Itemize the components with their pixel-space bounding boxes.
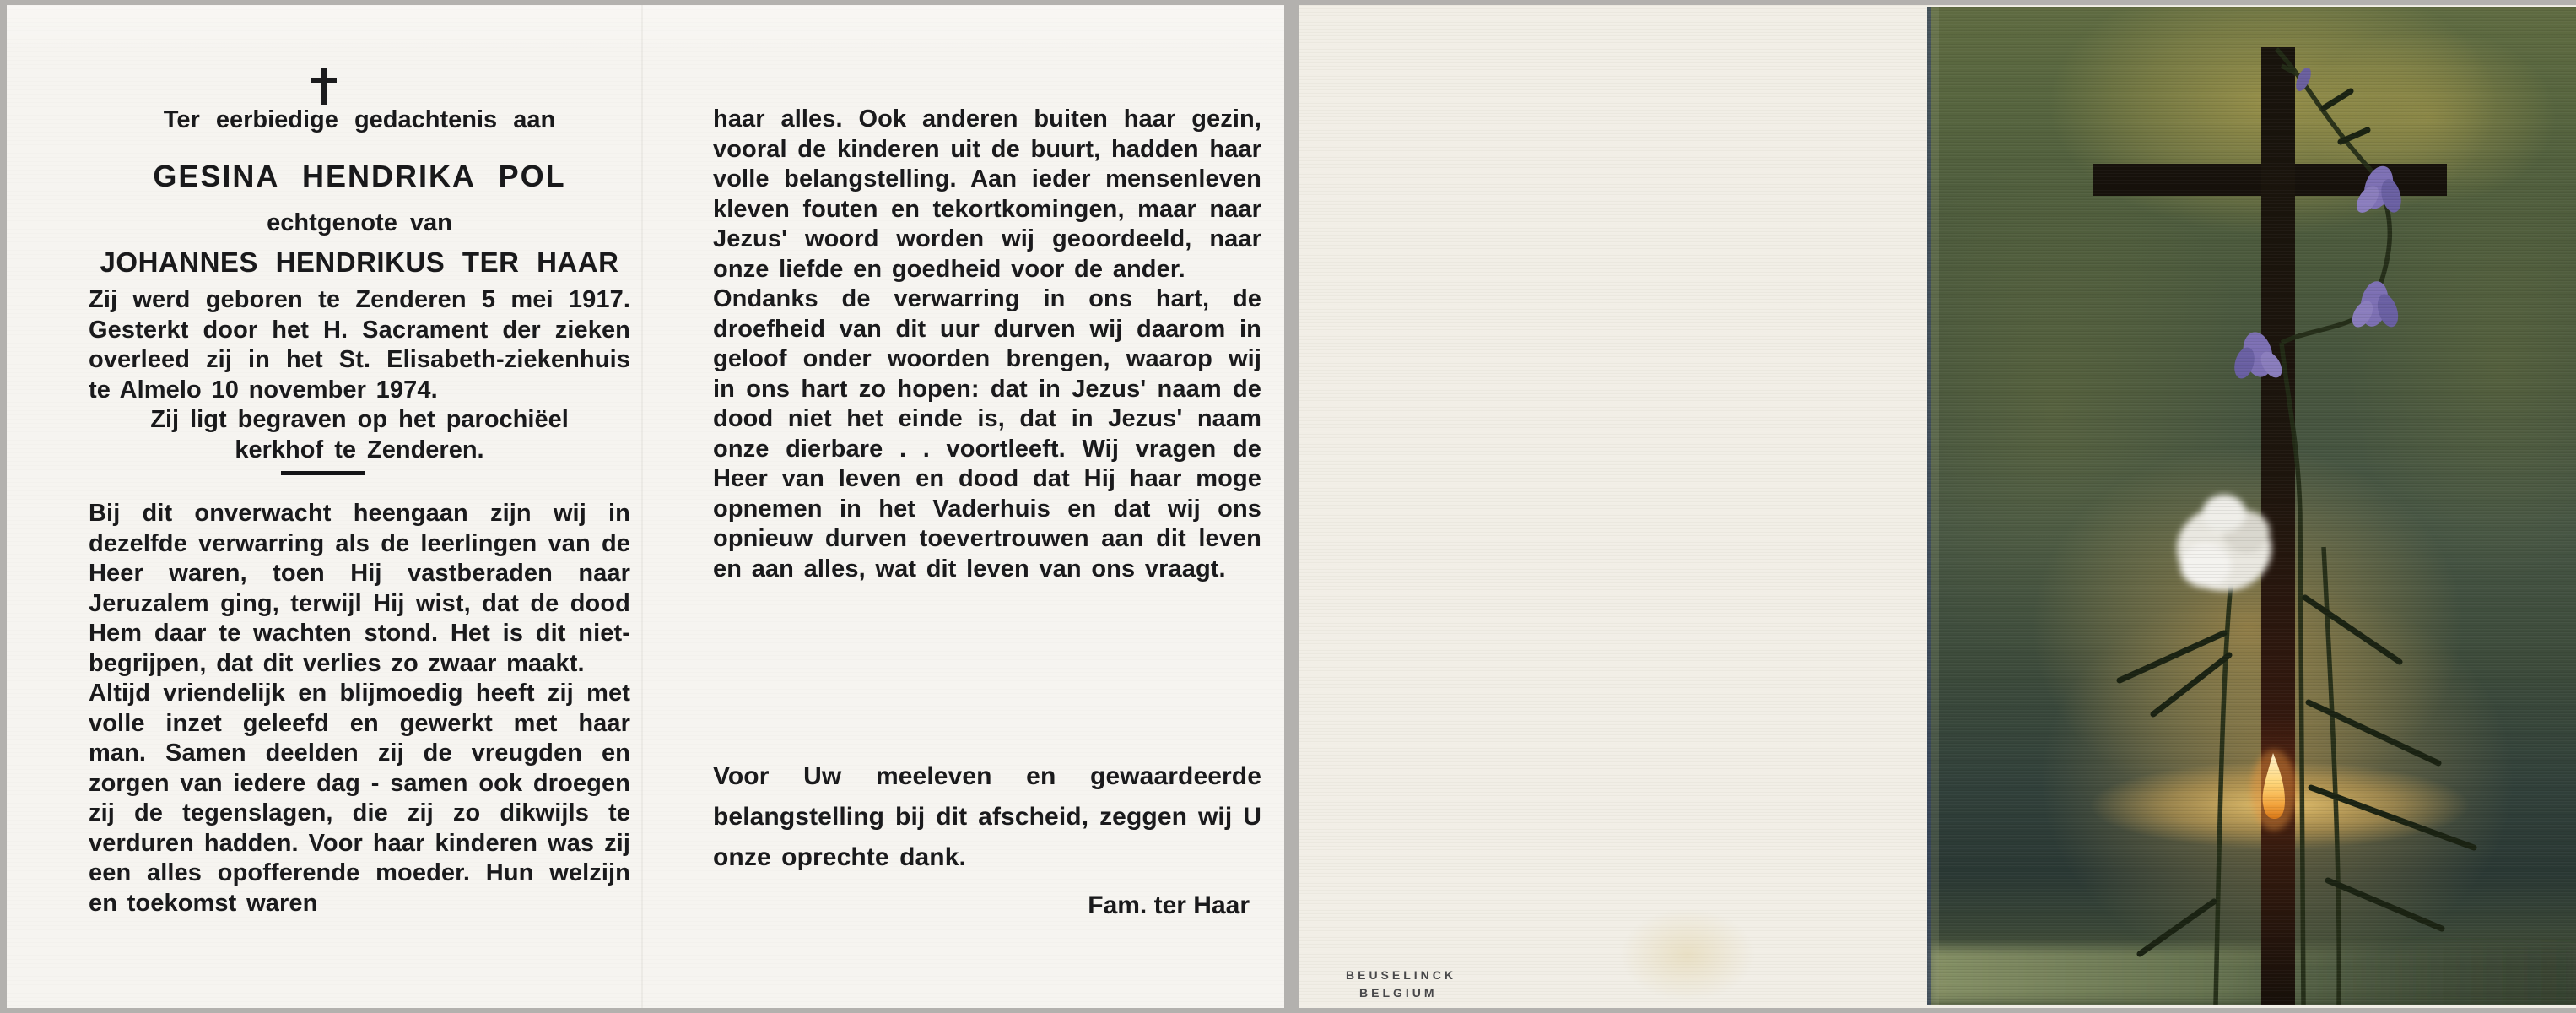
grief-paragraph: Bij dit onverwacht heengaan zijn wij in dezelfde verwarring als de leerlingen van de Heer waren, toen Hij vastberaden naar Jeruzalem ging, terwijl Hij wist, dat de dood Hem daar te wachten stond. Het is dit niet-begrijpen, dat dit verlies zo zwaar maakt. — [89, 500, 630, 677]
continuation-block — [713, 105, 1261, 584]
faith-paragraph: Ondanks de verwarring in ons hart, de droefheid van dit uur durven wij daarom in geloof onder woorden brengen, waarop wij in ons hart zo hopen: dat in Jezus' naam de dood niet het einde is, dat in Jezus' naam onze dierbare . . voortleeft. Wij vragen de Heer van leven en dood dat Hij haar moge opnemen in het Vaderhuis en dat wij ons opnieuw durven toevertrouwen aan dit leven en aan alles, wat dit leven van ons vraagt. — [713, 285, 1261, 582]
printer-credit — [1346, 967, 1456, 1000]
intro-line: Ter eerbiedige gedachtenis aan — [163, 106, 556, 133]
biography-block — [89, 285, 630, 918]
paper-stain — [1620, 908, 1755, 1001]
fold-crease — [641, 5, 643, 1008]
printer-credit-name: BEUSELINCK — [1346, 968, 1457, 982]
life-paragraph: Zij werd geboren te Zenderen 5 mei 1917. Gesterkt door het H. Sacrament der zieken overleed zij in het St. Elisabeth-ziekenhuis te Almelo 10 november 1974. — [89, 286, 630, 404]
relation-line: echtgenote van — [267, 209, 452, 236]
memorial-photo — [1927, 7, 2576, 1005]
community-paragraph: haar alles. Ook anderen buiten haar gezin, vooral de kinderen uit de buurt, hadden haar volle belangstelling. Aan ieder mensenleven kleven fouten en tekortkomingen, maar naar Jezus' woord worden wij geoordeeld, naar onze liefde en goedheid voor de ander. — [713, 106, 1261, 283]
burial-line-1: Zij ligt begraven op het parochiëel — [150, 406, 569, 433]
text-column-left — [89, 5, 630, 1008]
cross-candle-flowers-photo — [1927, 7, 2576, 1005]
life-tribute-paragraph: Altijd vriendelijk en blijmoedig heeft zij met volle inzet geleefd en gewerkt met haar man. Samen deelden zij de vreugden en zorgen van iedere dag - samen ook droegen zij de tegenslagen, die zij zo dikwijls te verduren hadden. Voor haar kinderen was zij een alles opofferende moeder. Hun welzijn en toekomst waren — [89, 680, 630, 917]
text-column-right — [713, 5, 1261, 1008]
deceased-name: GESINA HENDRIKA POL — [153, 159, 566, 193]
burial-line-2: kerkhof te Zenderen. — [235, 436, 484, 463]
memorial-card-text-side — [7, 5, 1284, 1008]
memorial-card-photo-side — [1299, 5, 2576, 1008]
divider-rule — [281, 471, 365, 475]
spouse-name: JOHANNES HENDRIKUS TER HAAR — [100, 246, 619, 278]
memorial-cross-icon — [303, 68, 345, 108]
thanks-paragraph: Voor Uw meeleven en gewaardeerde belangstelling bij dit afscheid, zeggen wij U onze oprechte dank. — [713, 762, 1261, 871]
family-signature: Fam. ter Haar — [1088, 891, 1250, 919]
printer-credit-country: BELGIUM — [1359, 986, 1438, 999]
